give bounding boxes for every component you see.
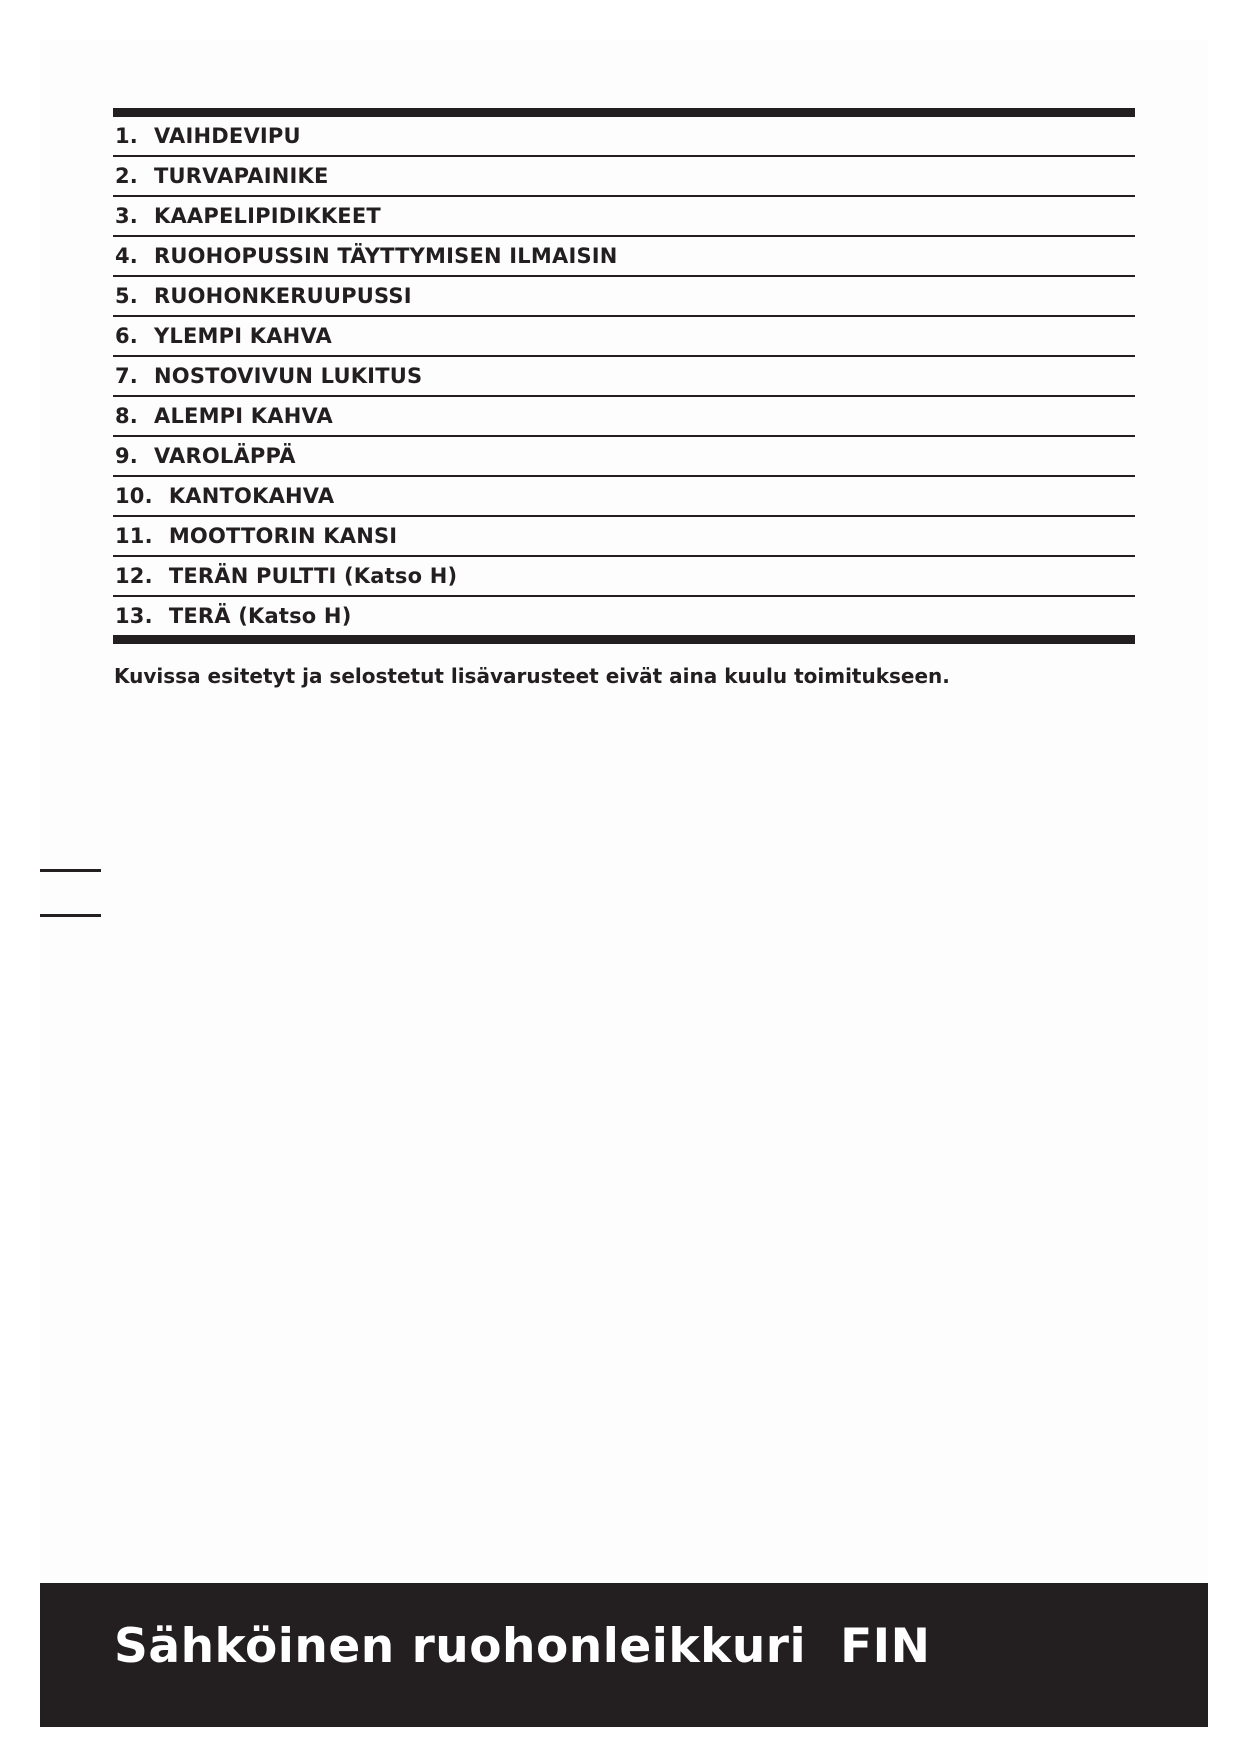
parts-list-item — [113, 317, 1135, 357]
part-label: TERÄ (Katso H) — [168, 604, 352, 628]
footer-title — [114, 1619, 931, 1674]
parts-list-item — [113, 357, 1135, 397]
part-label: YLEMPI KAHVA — [154, 324, 332, 348]
parts-list-item — [113, 477, 1135, 517]
part-label: KANTOKAHVA — [168, 484, 335, 508]
part-label: NOSTOVIVUN LUKITUS — [154, 364, 423, 388]
part-number: 3. — [115, 204, 138, 228]
parts-list — [113, 108, 1135, 644]
parts-list-item — [113, 397, 1135, 437]
part-label: VAROLÄPPÄ — [154, 444, 296, 468]
parts-list-item — [113, 517, 1135, 557]
margin-mark — [40, 914, 101, 917]
parts-list-item — [113, 597, 1135, 635]
part-label: RUOHONKERUUPUSSI — [154, 284, 412, 308]
part-number: 10. — [115, 484, 153, 508]
parts-list-item — [113, 237, 1135, 277]
part-number: 6. — [115, 324, 138, 348]
margin-mark — [40, 869, 101, 872]
part-number: 12. — [115, 564, 153, 588]
parts-list-item — [113, 277, 1135, 317]
product-title: Sähköinen ruohonleikkuri — [114, 1619, 807, 1674]
parts-list-item — [113, 557, 1135, 597]
part-number: 11. — [115, 524, 153, 548]
part-number: 1. — [115, 124, 138, 148]
part-label: RUOHOPUSSIN TÄYTTYMISEN ILMAISIN — [154, 244, 618, 268]
parts-list-item — [113, 437, 1135, 477]
part-label: MOOTTORIN KANSI — [168, 524, 398, 548]
parts-list-item — [113, 117, 1135, 157]
part-number: 9. — [115, 444, 138, 468]
footer-band — [40, 1583, 1208, 1727]
parts-list-item — [113, 197, 1135, 237]
part-number: 5. — [115, 284, 138, 308]
part-number: 4. — [115, 244, 138, 268]
part-number: 7. — [115, 364, 138, 388]
part-number: 13. — [115, 604, 153, 628]
part-label: TURVAPAINIKE — [154, 164, 329, 188]
part-label: ALEMPI KAHVA — [154, 404, 333, 428]
part-number: 2. — [115, 164, 138, 188]
part-label: VAIHDEVIPU — [154, 124, 301, 148]
parts-list-item — [113, 157, 1135, 197]
accessories-note: Kuvissa esitetyt ja selostetut lisävarusteet eivät aina kuulu toimitukseen. — [114, 664, 950, 688]
part-label: TERÄN PULTTI (Katso H) — [168, 564, 458, 588]
part-label: KAAPELIPIDIKKEET — [154, 204, 381, 228]
language-code: FIN — [840, 1619, 931, 1674]
part-number: 8. — [115, 404, 138, 428]
